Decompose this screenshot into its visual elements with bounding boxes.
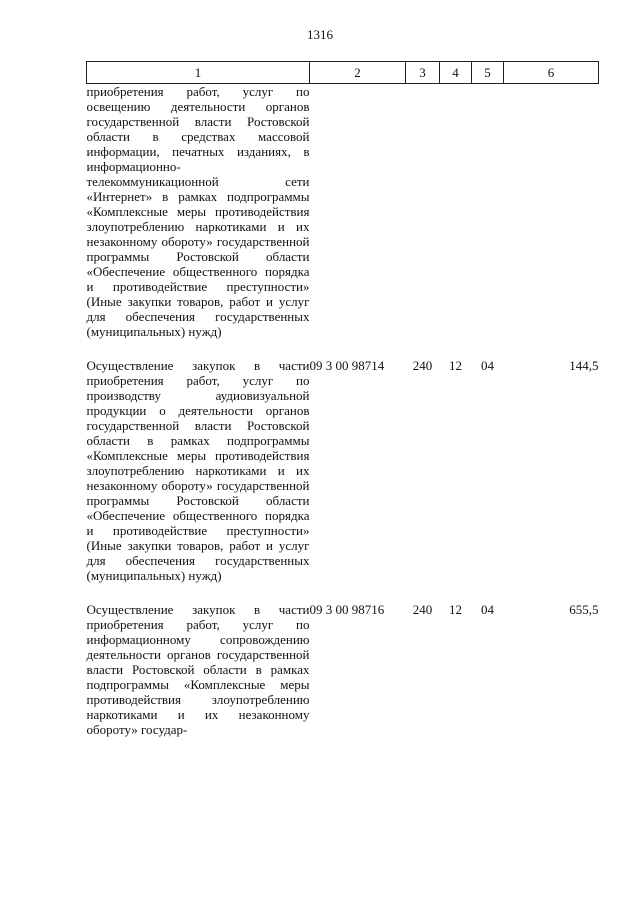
table-row: [87, 602, 599, 737]
column-header-4: 4: [440, 62, 472, 84]
row-description: Осуществление закупок в части приобретения работ, услуг по производству аудиовизуальной продукции о деятельности органов государственной власти Ростовской области в рамках подпрограммы «Комплексные меры противодействия злоупотреблению наркотиками и их незаконному обороту» государственной программы Ростовской области «Обеспечение общественного порядка и противодействие преступности» (Иные закупки товаров, работ и услуг для обеспечения государственных (муниципальных) нужд): [86, 358, 310, 583]
column-header-6: 6: [504, 62, 599, 84]
table-row: [87, 358, 599, 583]
row-amount: 144,5: [569, 358, 599, 373]
row-description: приобретения работ, услуг по освещению деятельности органов государственной власти Ростовской области в средствах массовой информации, печатных изданиях, в информационно-телекоммуникационной сети «Интернет» в рамках подпрограммы «Комплексные меры противодействия злоупотреблению наркотиками и их незаконному обороту» государственной программы Ростовской области «Обеспечение общественного порядка и противодействие преступности» (Иные закупки товаров, работ и услуг для обеспечения государственных (муниципальных) нужд): [86, 84, 310, 339]
row-budget-code: 09 3 00 98714: [309, 358, 385, 373]
row-subsection: 04: [481, 358, 494, 373]
row-expense-type: 240: [412, 602, 433, 617]
column-header-5: 5: [472, 62, 504, 84]
row-spacer: [87, 583, 599, 602]
row-amount: [504, 84, 599, 340]
row-budget-code: 09 3 00 98716: [309, 602, 385, 617]
row-subsection: 04: [481, 602, 494, 617]
row-section: 12: [449, 602, 462, 617]
column-header-2: 2: [310, 62, 406, 84]
table-row: [87, 84, 599, 340]
budget-table: [86, 61, 599, 737]
row-amount: 655,5: [569, 602, 599, 617]
column-header-1: 1: [87, 62, 310, 84]
row-expense-type: 240: [412, 358, 433, 373]
row-section: 12: [449, 358, 462, 373]
row-expense-type: [406, 84, 440, 340]
row-description: Осуществление закупок в части приобретения работ, услуг по информационному сопровождению деятельности органов государственной власти Ростовской области в рамках подпрограммы «Комплексные меры противодействия злоупотреблению наркотиками и их незаконному обороту» государ-: [86, 602, 310, 737]
column-header-3: 3: [406, 62, 440, 84]
row-section: [440, 84, 472, 340]
row-budget-code: [310, 84, 406, 340]
row-subsection: [472, 84, 504, 340]
row-spacer: [87, 339, 599, 358]
page-number: 1316: [307, 27, 333, 42]
table-header-row: [87, 62, 599, 84]
